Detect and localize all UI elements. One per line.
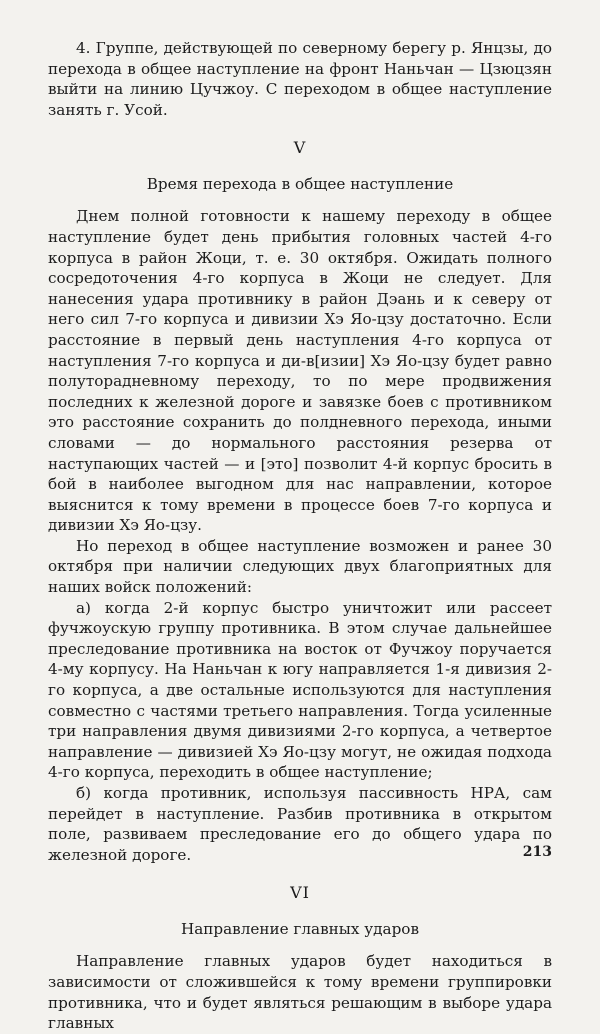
section-6-number: VI [290, 883, 310, 903]
paragraph-group-4: 4. Группе, действующей по северному берегу р. Янцзы, до перехода в общее наступление на фронт Наньчан — Цзюцзян выйти на линию Цучжоу. С переходом в общее наступление занять г. Усой. [48, 39, 552, 119]
section-6-title: Направление главных ударов [180, 920, 420, 939]
paragraph-earlier-transition: Но переход в общее наступление возможен и ранее 30 октября при наличии следующих двух благоприятных для наших войск положений: [48, 536, 552, 597]
paragraph-main-strikes: Направление главных ударов будет находиться в зависимости от сложившейся к тому времени группировки противника, что и будет являться решающим в выборе удара главных [48, 952, 552, 1033]
section-5-number: V [293, 138, 307, 158]
page-number: 213 [522, 844, 552, 860]
paragraph-readiness: Днем полной готовности к нашему переходу в общее наступление будет день прибытия головных частей 4-го корпуса в район Жоци, т. е. 30 октября. Ожидать полного сосредоточения 4-го корпуса в Жоци не следует. Для нанесения удара противнику в район Дэань и к северу от него сил 7-го корпуса и дивизии Хэ Яо-цзу достаточно. Если расстояние в первый день наступления 4-го корпуса от наступления 7-го корпуса и ди-в[изии] Хэ Яо-цзу будет равно полуторадневному переходу, то по мере продвижения последних к железной дороге и завязке боев с противником это расстояние сохранить до полдневного перехода, иными словами — до нормального расстояния резерва от наступающих частей — и [это] позволит 4-й корпус бросить в бой в наиболее выгодном для нас направлении, которое выяснится к тому времени в процессе боев 7-го корпуса и дивизии Хэ Яо-цзу. [48, 207, 552, 535]
paragraph-condition-a: а) когда 2-й корпус быстро уничтожит или рассеет фучжоускую группу противника. В этом случае дальнейшее преследование противника на восток от Фучжоу поручается 4-му корпусу. На Наньчан к югу направляется 1-я дивизия 2-го корпуса, а две остальные используются для наступления совместно с частями третьего направления. Тогда усиленные три направления двумя дивизиями 2-го корпуса, а четвертое направление — дивизией Хэ Яо-цзу могут, не ожидая подхода 4-го корпуса, переходить в общее наступление; [48, 598, 552, 782]
paragraph-condition-b: б) когда противник, используя пассивность НРА, сам перейдет в наступление. Разбив противника в открытом поле, развиваем преследование его до общего удара по железной дороге. [48, 784, 552, 864]
section-5-title: Время перехода в общее наступление [146, 175, 454, 194]
